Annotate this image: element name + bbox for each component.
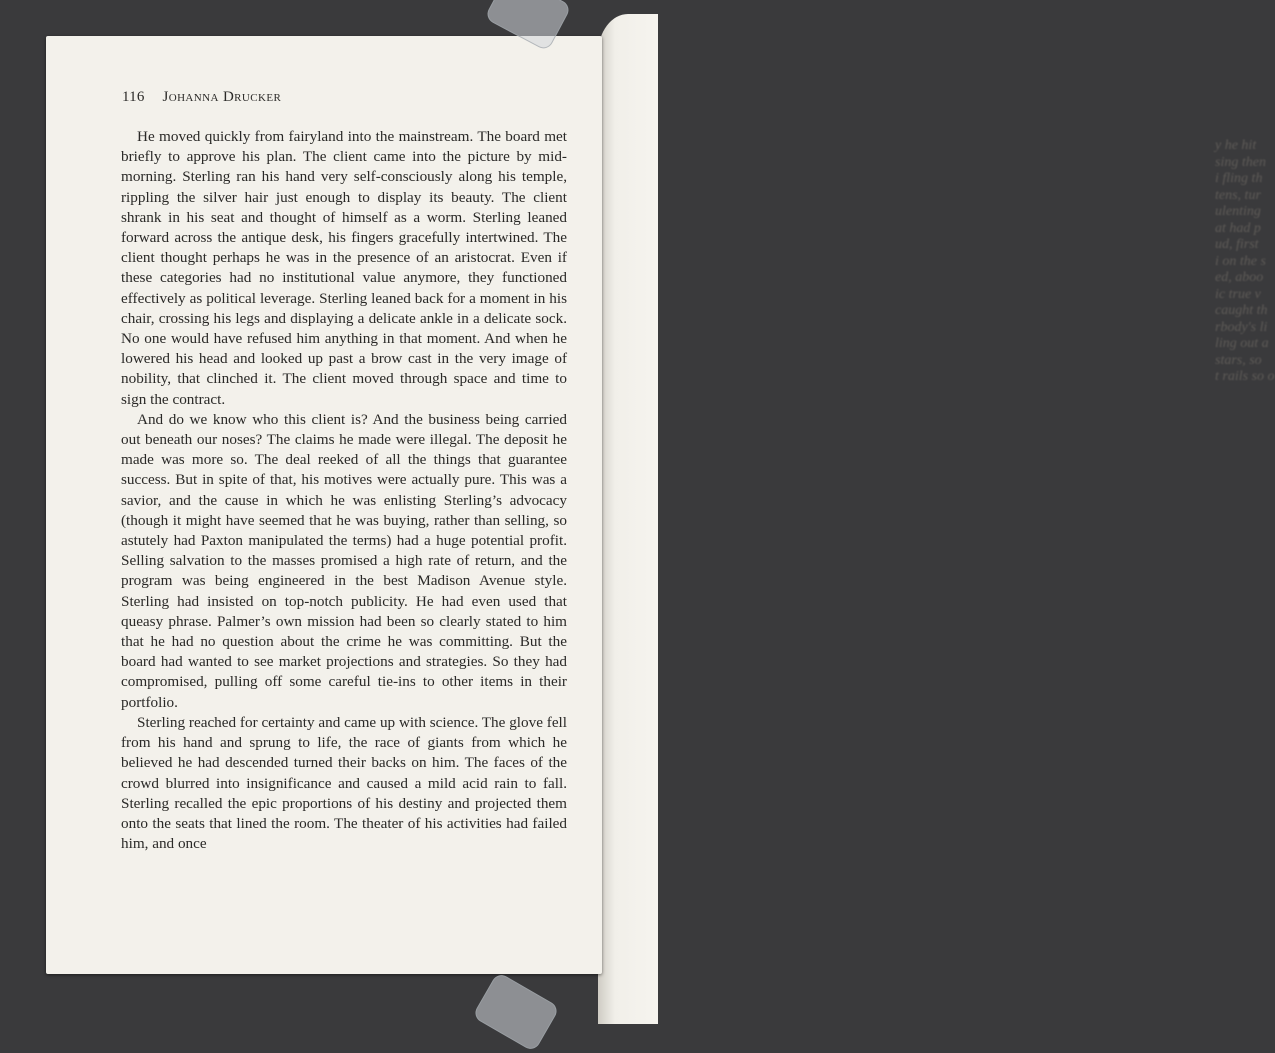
running-head-author: Johanna Drucker xyxy=(162,89,282,105)
facing-line: at had p xyxy=(1215,220,1261,236)
facing-page-edge xyxy=(598,14,1275,1024)
page-clip-bottom xyxy=(472,971,560,1052)
facing-line: tens, tur xyxy=(1215,187,1261,203)
paragraph: And do we know who this client is? And the business being carried out beneath our noses? The claims he made were illegal. The deposit he made was more so. The deal reeked of all the things that guarantee success. But in spite of that, his motives were actually pure. This was a savior, and the cause in which he was enlisting Sterling’s advocacy (though it might have seemed that he was buying, rather than selling, so astutely had Paxton manipulated the terms) had a huge potential profit. Selling salvation to the masses promised a high rate of return, and the program was being engineered in the best Madison Avenue style. Sterling had insisted on top-notch publicity. He had even used that queasy phrase. Palmer’s own mission had been so clearly stated to him that he had no question about the crime he was committing. But the board had wanted to see market projections and strategies. So they had compromised, pulling off some careful tie-ins to other items in their portfolio. xyxy=(121,410,567,711)
body-text xyxy=(121,127,567,854)
facing-line: stars, so xyxy=(1215,352,1262,368)
facing-line: rbody's li xyxy=(1215,319,1268,335)
page-number: 116 xyxy=(122,89,145,105)
paragraph: He moved quickly from fairyland into the mainstream. The board met briefly to approve his plan. The client came into the picture by mid-morning. Sterling ran his hand very self-consciously along his temple, rippling the silver hair just enough to display its beauty. The client shrank in his seat and thought of himself as a worm. Sterling leaned forward across the antique desk, his fingers gracefully intertwined. The client thought perhaps he was in the presence of an aristocrat. Even if these categories had no institutional value anymore, they functioned effectively as political leverage. Sterling leaned back for a moment in his chair, crossing his legs and displaying a delicate ankle in a delicate sock. No one would have refused him anything in that moment. And when he lowered his head and looked up past a brow cast in the very image of nobility, that clinched it. The client moved through space and time to sign the contract. xyxy=(121,128,567,408)
facing-line: ud, first xyxy=(1215,237,1259,252)
facing-line: i fling th xyxy=(1215,171,1263,186)
facing-line: t rails so o xyxy=(1215,369,1275,384)
facing-line: y he hit xyxy=(1215,138,1257,153)
facing-line: i on the s xyxy=(1215,253,1266,269)
facing-line: ling out a xyxy=(1215,336,1269,351)
running-head xyxy=(122,89,281,106)
facing-line: ed, aboo xyxy=(1215,270,1264,285)
paragraph: Sterling reached for certainty and came up with science. The glove fell from his hand and sprung to life, the race of giants from which he believed he had descended turned their backs on him. The faces of the crowd blurred into insignificance and caused a mild acid rain to fall. Sterling recalled the epic proportions of his destiny and projected them onto the seats that lined the room. The theater of his activities had failed him, and once xyxy=(121,713,567,853)
facing-line: sing then xyxy=(1215,154,1266,170)
facing-line: caught th xyxy=(1215,303,1268,318)
facing-page-text xyxy=(1215,138,1275,386)
facing-line: ulenting xyxy=(1215,204,1261,219)
facing-line: ic true v xyxy=(1215,286,1261,302)
